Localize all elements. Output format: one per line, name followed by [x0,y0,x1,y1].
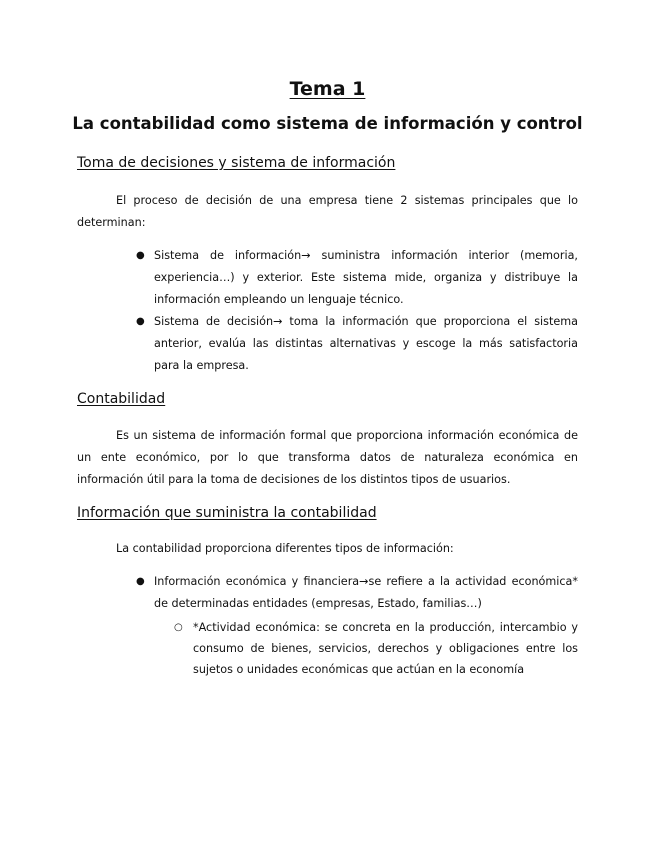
section-heading-informacion: Información que suministra la contabilidad [77,505,377,521]
bullet-icon: ● [136,576,145,587]
list-item-text: Sistema de decisión→ toma la información que proporciona el sistema anterior, evalúa las distintas alternativas y escoge la más satisfactoria para la empresa. [154,315,578,372]
section3-intro: La contabilidad proporciona diferentes tipos de información: [116,542,454,555]
bullet-icon: ● [136,250,145,261]
list-item-text: Información económica y financiera→se refiere a la actividad económica* de determinadas entidades (empresas, Estado, familias…) [154,575,578,610]
list-item [136,311,578,377]
list-item [136,245,578,311]
section-heading-decisiones: Toma de decisiones y sistema de información [77,155,396,171]
document-subtitle: La contabilidad como sistema de información y control [72,114,583,133]
bullet-icon: ● [136,316,145,327]
section-heading-contabilidad: Contabilidad [77,391,166,407]
sub-list-item [174,617,578,680]
hollow-bullet-icon: ○ [174,622,183,633]
list-item-text: Sistema de información→ suministra información interior (memoria, experiencia…) y exterior. Este sistema mide, organiza y distribuye la información empleando un lenguaje técnico. [154,249,578,306]
section2-paragraph: Es un sistema de información formal que proporciona información económica de un ente económico, por lo que transforma datos de naturaleza económica en información útil para la toma de decisiones de los distintos tipos de usuarios. [77,429,578,486]
list-item [136,571,578,615]
sub-list-item-text: *Actividad económica: se concreta en la producción, intercambio y consumo de bienes, servicios, derechos y obligaciones entre los sujetos o unidades económicas que actúan en la economía [193,621,578,676]
section1-intro: El proceso de decisión de una empresa tiene 2 sistemas principales que lo determinan: [77,194,578,229]
document-title: Tema 1 [289,78,366,100]
